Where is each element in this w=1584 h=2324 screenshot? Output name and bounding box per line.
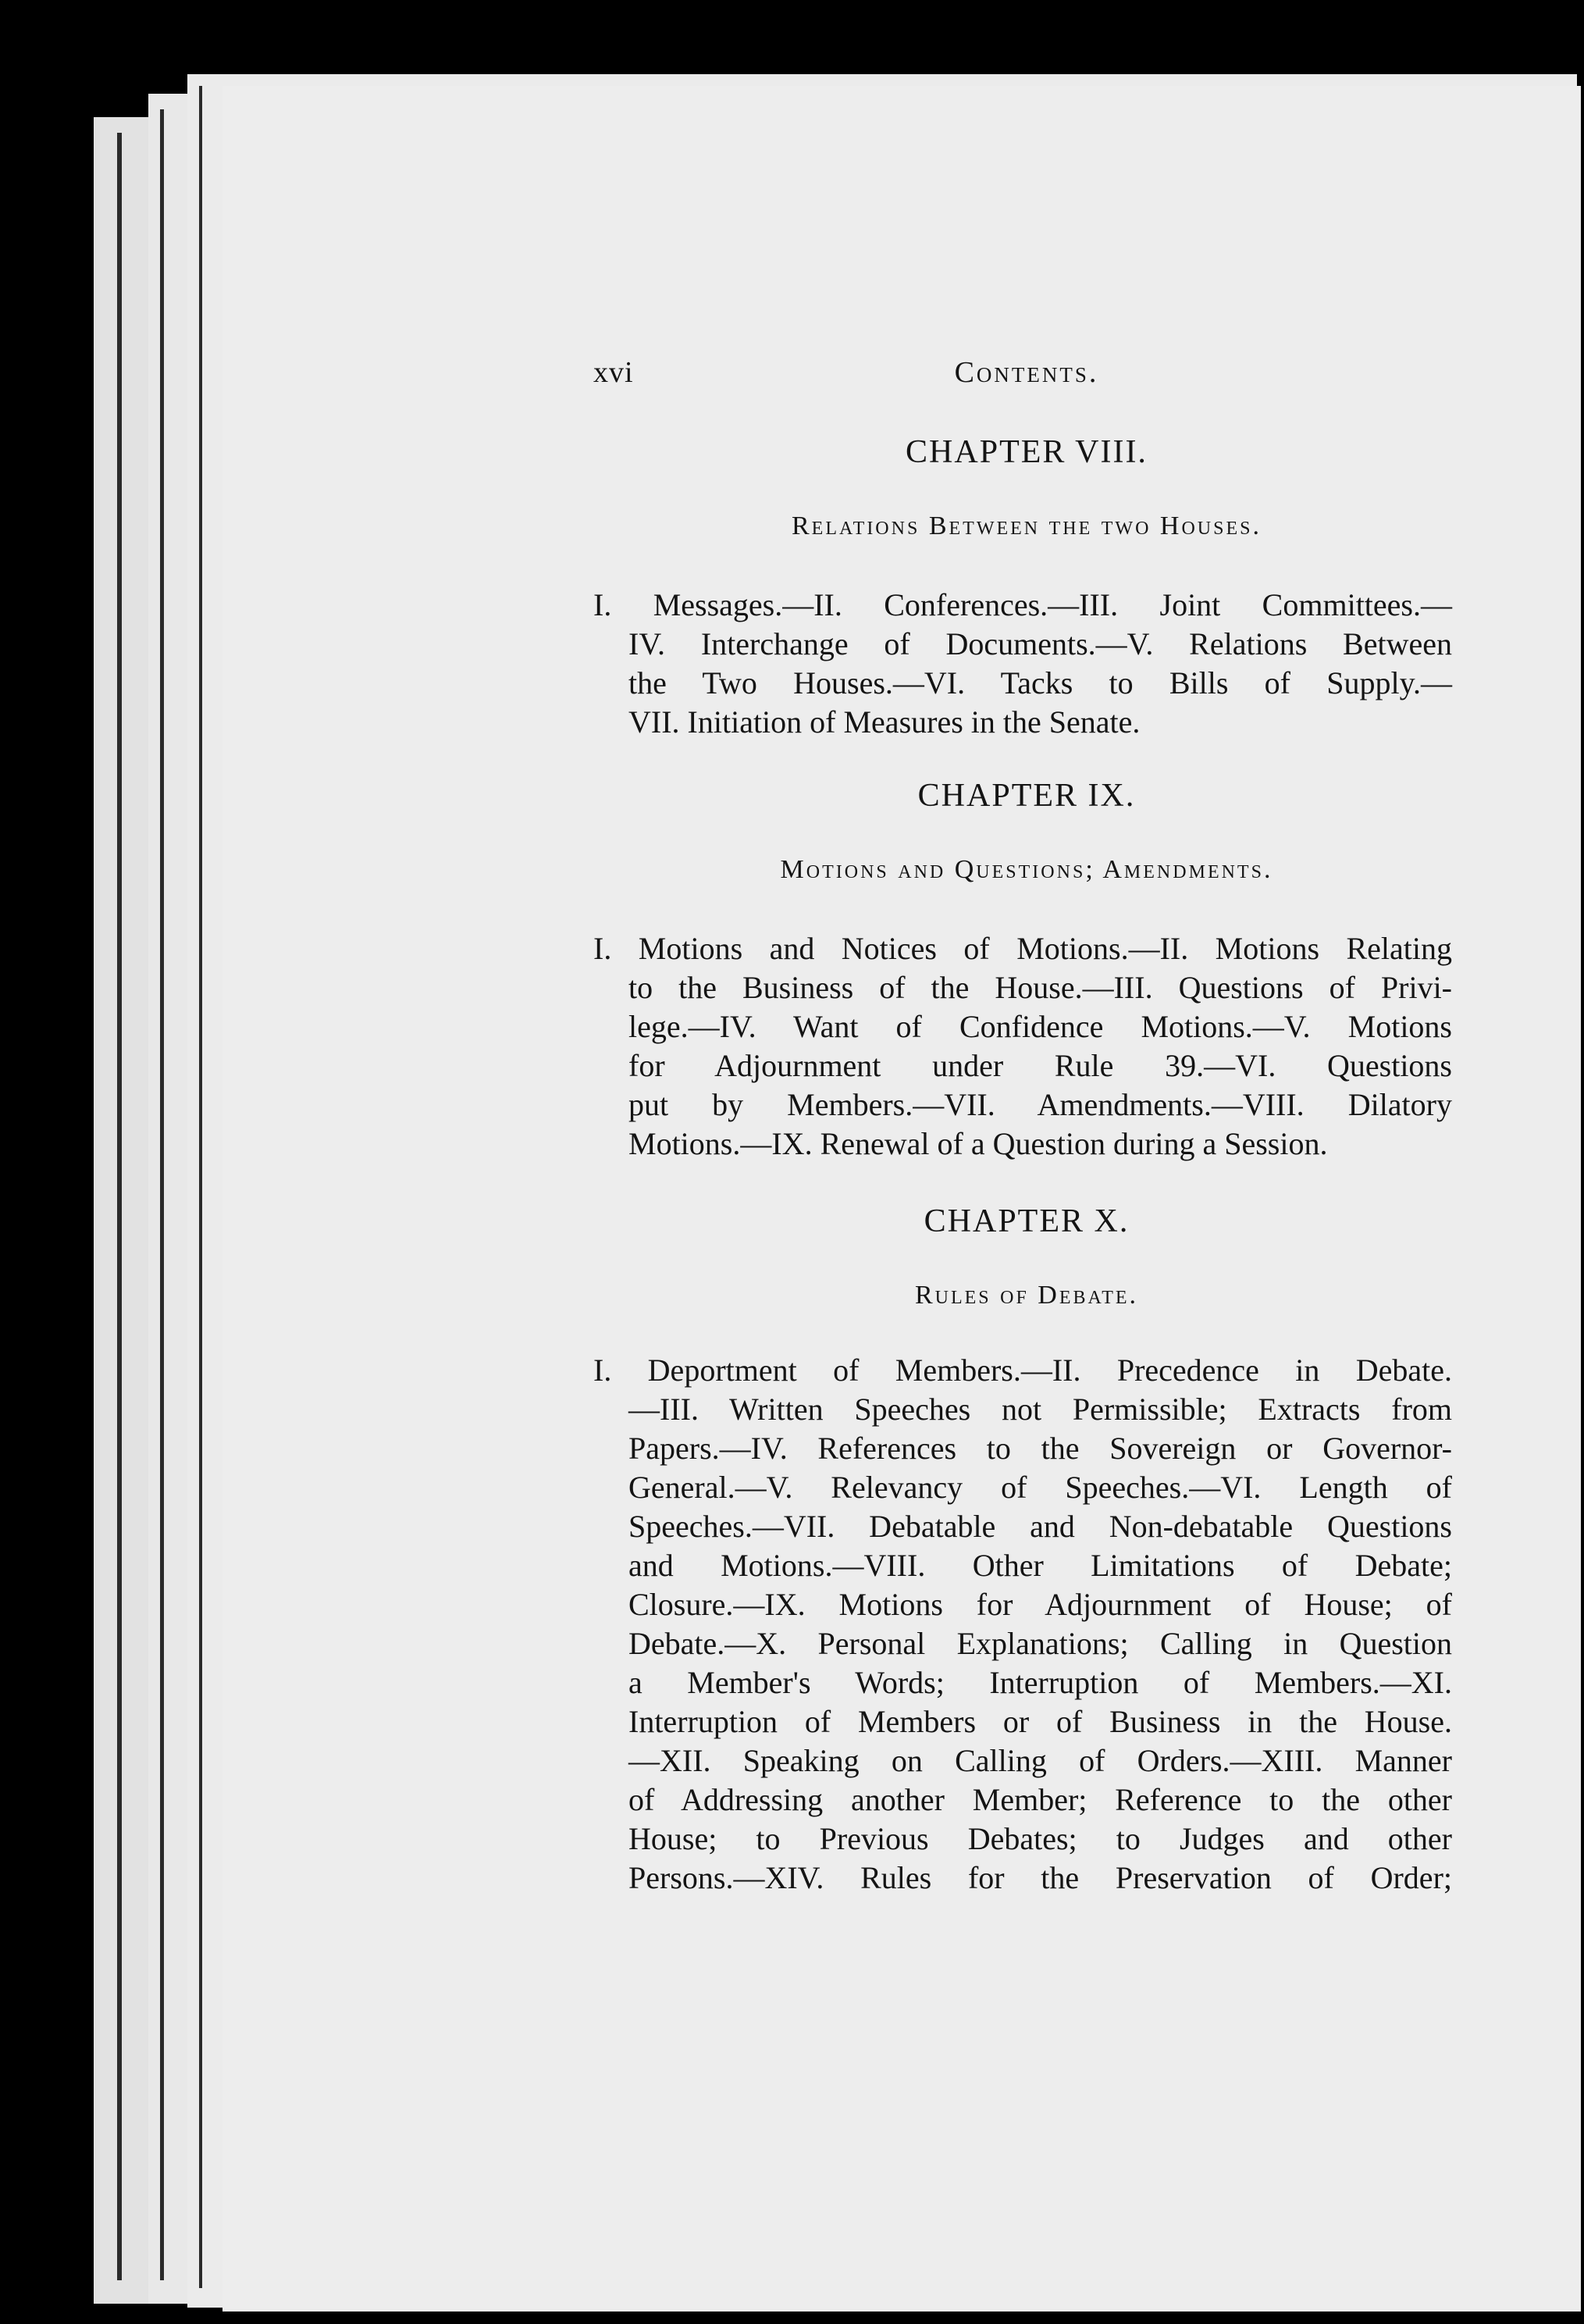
- contents-line: —III. Written Speeches not Permissible; Extracts from: [628, 1392, 1452, 1427]
- chapter-heading: CHAPTER VIII.: [906, 434, 1148, 470]
- contents-line: and Motions.—VIII. Other Limitations of Debate;: [628, 1548, 1452, 1583]
- contents-line: Speeches.—VII. Debatable and Non-debatable Questions: [628, 1509, 1452, 1544]
- chapter-subtitle: Motions and Questions; Amendments.: [780, 855, 1273, 884]
- chapter-contents: [593, 1351, 1452, 1898]
- contents-line: VII. Initiation of Measures in the Senate.: [628, 704, 1141, 740]
- contents-line: I. Deportment of Members.—II. Precedence in Debate.: [593, 1353, 1452, 1388]
- contents-line: I. Motions and Notices of Motions.—II. Motions Relating: [593, 931, 1452, 966]
- contents-line: General.—V. Relevancy of Speeches.—VI. Length of: [628, 1470, 1452, 1505]
- page-edge-shadow: [160, 109, 164, 2280]
- contents-line: House; to Previous Debates; to Judges and other: [628, 1821, 1452, 1856]
- contents-line: Persons.—XIV. Rules for the Preservation of Order;: [628, 1860, 1452, 1895]
- contents-line: the Two Houses.—VI. Tacks to Bills of Supply.—: [628, 665, 1452, 700]
- page-number: xvi: [593, 356, 634, 389]
- chapter-heading: CHAPTER X.: [924, 1203, 1130, 1239]
- chapter-heading: CHAPTER IX.: [917, 778, 1136, 814]
- contents-line: lege.—IV. Want of Confidence Motions.—V. Motions: [628, 1009, 1452, 1044]
- chapter-contents: [593, 586, 1452, 742]
- contents-line: Debate.—X. Personal Explanations; Calling in Question: [628, 1626, 1452, 1661]
- page-edge-shadow: [117, 133, 122, 2280]
- chapter-subtitle: Rules of Debate.: [914, 1281, 1139, 1310]
- running-title: Contents.: [954, 356, 1099, 389]
- page-edge-shadow: [199, 86, 202, 2288]
- contents-line: Motions.—IX. Renewal of a Question during a Session.: [628, 1126, 1328, 1161]
- contents-line: Interruption of Members or of Business in the House.: [628, 1704, 1452, 1739]
- book-page: [222, 86, 1581, 2312]
- chapter-subtitle: Relations Between the two Houses.: [791, 511, 1262, 540]
- contents-line: Closure.—IX. Motions for Adjournment of House; of: [628, 1587, 1452, 1622]
- contents-line: a Member's Words; Interruption of Members.—XI.: [628, 1665, 1452, 1700]
- contents-line: IV. Interchange of Documents.—V. Relations Between: [628, 626, 1452, 661]
- contents-line: to the Business of the House.—III. Questions of Privi-: [628, 970, 1452, 1005]
- contents-line: Papers.—IV. References to the Sovereign or Governor-: [628, 1431, 1452, 1466]
- running-head: [593, 355, 1584, 402]
- chapter-contents: [593, 929, 1452, 1164]
- contents-line: for Adjournment under Rule 39.—VI. Questions: [628, 1048, 1452, 1083]
- contents-line: of Addressing another Member; Reference to the other: [628, 1782, 1452, 1817]
- contents-line: I. Messages.—II. Conferences.—III. Joint Committees.—: [593, 587, 1452, 622]
- contents-line: put by Members.—VII. Amendments.—VIII. Dilatory: [628, 1087, 1452, 1122]
- contents-line: —XII. Speaking on Calling of Orders.—XIII. Manner: [628, 1743, 1452, 1778]
